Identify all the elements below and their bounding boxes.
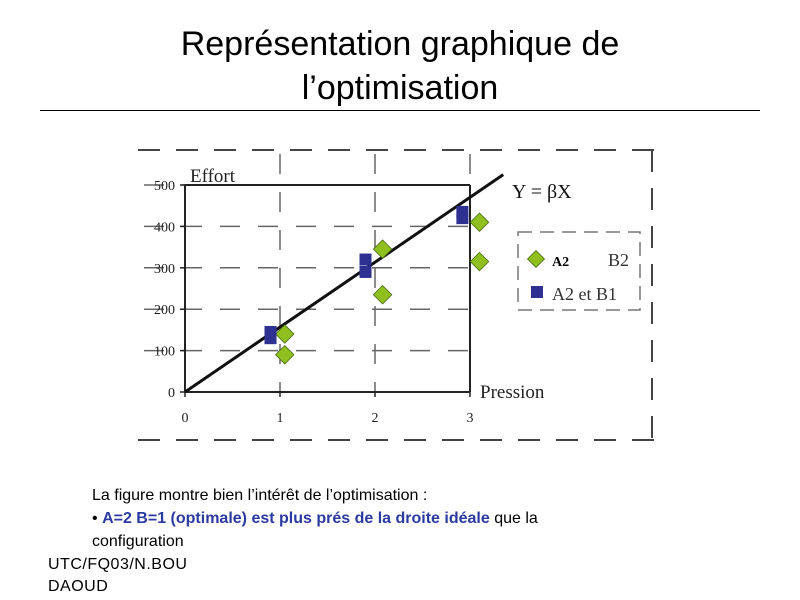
- data-points: [265, 206, 489, 364]
- point-square: [360, 254, 372, 266]
- point-diamond: [470, 213, 488, 231]
- explanation-bullet-line: [92, 507, 692, 530]
- legend-diamond-marker: [528, 251, 545, 268]
- point-diamond: [470, 252, 488, 270]
- chart-axes: [185, 185, 470, 392]
- chart-grid: [144, 154, 470, 392]
- ideal-line: [185, 175, 503, 392]
- x-axis-label: Pression: [480, 382, 545, 403]
- footer-credit: [48, 554, 187, 598]
- x-tick-label: 1: [276, 411, 284, 426]
- point-diamond: [373, 240, 391, 258]
- explanation-line-3: configuration: [92, 533, 184, 550]
- y-tick-label: 200: [154, 303, 175, 319]
- x-tick-label: 2: [371, 411, 379, 426]
- footer-line-2: DAOUD: [48, 578, 109, 595]
- y-tick-label: 400: [154, 220, 175, 236]
- ideal-line-label: Y = βX: [512, 181, 572, 203]
- chart: [130, 140, 660, 450]
- legend-label-a2: A2: [552, 255, 570, 270]
- y-tick-label: 500: [154, 179, 175, 194]
- footer-line-1: UTC/FQ03/N.BOU: [48, 556, 188, 573]
- page-title: [40, 22, 760, 110]
- y-tick-label: 100: [154, 344, 175, 360]
- point-square: [265, 332, 277, 344]
- point-diamond: [276, 346, 294, 364]
- bullet-rest-text: que la: [489, 510, 538, 527]
- y-tick-labels: [154, 179, 175, 401]
- point-diamond: [373, 286, 391, 304]
- point-square: [456, 212, 468, 224]
- bullet-glyph: •: [92, 510, 98, 527]
- y-tick-label: 0: [168, 386, 175, 401]
- x-tick-label: 3: [466, 411, 474, 426]
- title-divider: [40, 110, 760, 111]
- legend-label-b2: B2: [608, 250, 630, 270]
- y-axis-label: Effort: [190, 166, 236, 187]
- title-line-1: Représentation graphique de: [180, 25, 620, 63]
- title-line-2: l’optimisation: [301, 69, 499, 107]
- explanation-text: [92, 484, 692, 553]
- x-tick-label: 0: [181, 411, 189, 426]
- highlight-text: A=2 B=1 (optimale) est plus prés de la droite idéale: [102, 510, 490, 527]
- y-tick-label: 300: [154, 261, 175, 277]
- explanation-line-1: La figure montre bien l’intérêt de l’optimisation :: [92, 487, 428, 504]
- legend-label-a2-et-b1: A2 et B1: [552, 284, 617, 304]
- legend: [518, 232, 640, 310]
- x-tick-labels: [182, 411, 474, 426]
- point-square: [360, 266, 372, 278]
- legend-square-marker: [531, 286, 543, 298]
